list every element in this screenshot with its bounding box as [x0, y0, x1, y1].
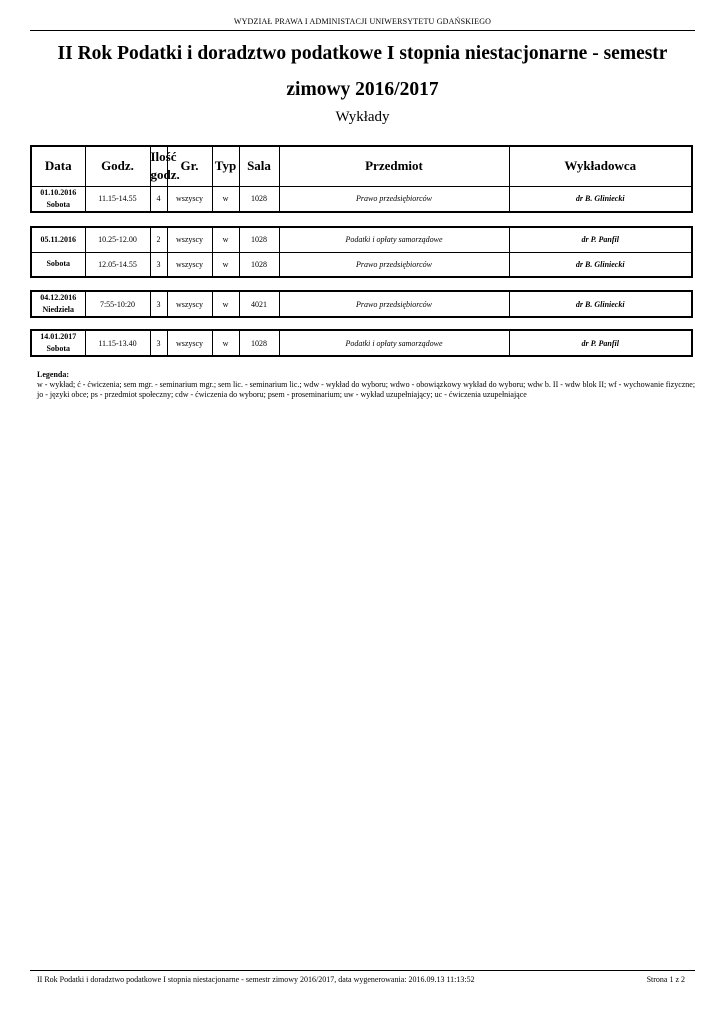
lecturer-cell: dr P. Panfil: [509, 330, 692, 356]
room-cell: 1028: [239, 186, 279, 212]
group-cell: wszyscy: [167, 330, 212, 356]
room-cell: 1028: [239, 227, 279, 252]
lecturer-cell: dr B. Gliniecki: [509, 291, 692, 317]
column-header-hour-count: Ilość godz.: [150, 146, 167, 186]
legend-text: w - wykład; ć - ćwiczenia; sem mgr. - seminarium mgr.; sem lic. - seminarium lic.; wdw - wykład do wyboru; wdwo - obowiązkowy wykład do wyboru; wdw b. II - wdw blok II; wf - wychowanie fizyczne; jo - języki obce; ps - przedmiot społeczny; cdw - ćwiczenia do wyboru; psem - proseminarium; uw - wykład uzupełniający; uc - ćwiczenia uzupełniające: [37, 380, 696, 399]
footer-info: II Rok Podatki i doradztwo podatkowe I stopnia niestacjonarne - semestr zimowy 2016/2017, data wygenerowania: 2016.09.13 11:13:52: [37, 975, 475, 984]
group-cell: wszyscy: [167, 186, 212, 212]
legend: [37, 370, 697, 400]
room-cell: 4021: [239, 291, 279, 317]
column-header-subject: Przedmiot: [279, 146, 509, 186]
room-cell: 1028: [239, 330, 279, 356]
group-cell: wszyscy: [167, 291, 212, 317]
subject-cell: Prawo przedsiębiorców: [279, 252, 509, 277]
faculty-header: WYDZIAŁ PRAWA I ADMINISTACJI UNIWERSYTETU GDAŃSKIEGO: [233, 17, 492, 26]
subject-cell: Prawo przedsiębiorców: [279, 291, 509, 317]
legend-title: Legenda:: [37, 370, 69, 379]
date-cell: 04.12.2016 Niedziela: [31, 291, 85, 317]
subject-cell: Prawo przedsiębiorców: [279, 186, 509, 212]
hours-cell: 11.15-14.55: [85, 186, 150, 212]
count-cell: 3: [150, 291, 167, 317]
column-header-group: Gr.: [167, 146, 212, 186]
date-cell: 01.10.2016 Sobota: [31, 186, 85, 212]
table-row: [31, 227, 692, 252]
group-cell: wszyscy: [167, 252, 212, 277]
type-cell: w: [212, 186, 239, 212]
hours-cell: 7:55-10:20: [85, 291, 150, 317]
page-number: Strona 1 z 2: [646, 975, 685, 984]
subject-cell: Podatki i opłaty samorządowe: [279, 227, 509, 252]
lecturer-cell: dr P. Panfil: [509, 227, 692, 252]
table-row: [31, 291, 692, 317]
table-row: [31, 186, 692, 212]
count-cell: 3: [150, 252, 167, 277]
lecturer-cell: dr B. Gliniecki: [509, 252, 692, 277]
header-divider: [30, 30, 695, 31]
count-cell: 2: [150, 227, 167, 252]
date-cell: 05.11.2016: [31, 227, 85, 252]
page-subtitle: Wykłady: [335, 109, 390, 125]
room-cell: 1028: [239, 252, 279, 277]
type-cell: w: [212, 227, 239, 252]
page-title: [30, 36, 695, 108]
hours-cell: 11.15-13.40: [85, 330, 150, 356]
table-header-row: [31, 146, 692, 186]
count-cell: 3: [150, 330, 167, 356]
hours-cell: 12.05-14.55: [85, 252, 150, 277]
schedule-block-4: [30, 329, 693, 357]
table-row: [31, 330, 692, 356]
schedule-block-1: [30, 145, 693, 213]
hours-cell: 10.25-12.00: [85, 227, 150, 252]
schedule-block-2: [30, 226, 693, 278]
group-cell: wszyscy: [167, 227, 212, 252]
column-header-room: Sala: [239, 146, 279, 186]
date-cell: Sobota: [31, 252, 85, 277]
count-cell: 4: [150, 186, 167, 212]
type-cell: w: [212, 330, 239, 356]
subject-cell: Podatki i opłaty samorządowe: [279, 330, 509, 356]
date-cell: 14.01.2017 Sobota: [31, 330, 85, 356]
column-header-date: Data: [31, 146, 85, 186]
type-cell: w: [212, 291, 239, 317]
footer-divider: [30, 970, 695, 971]
column-header-lecturer: Wykładowca: [509, 146, 692, 186]
schedule-block-3: [30, 290, 693, 318]
title-line-1: II Rok Podatki i doradztwo podatkowe I stopnia niestacjonarne - semestr: [57, 43, 668, 64]
column-header-type: Typ: [212, 146, 239, 186]
title-line-2: zimowy 2016/2017: [286, 79, 439, 100]
lecturer-cell: dr B. Gliniecki: [509, 186, 692, 212]
column-header-hours: Godz.: [85, 146, 150, 186]
type-cell: w: [212, 252, 239, 277]
table-row: [31, 252, 692, 277]
